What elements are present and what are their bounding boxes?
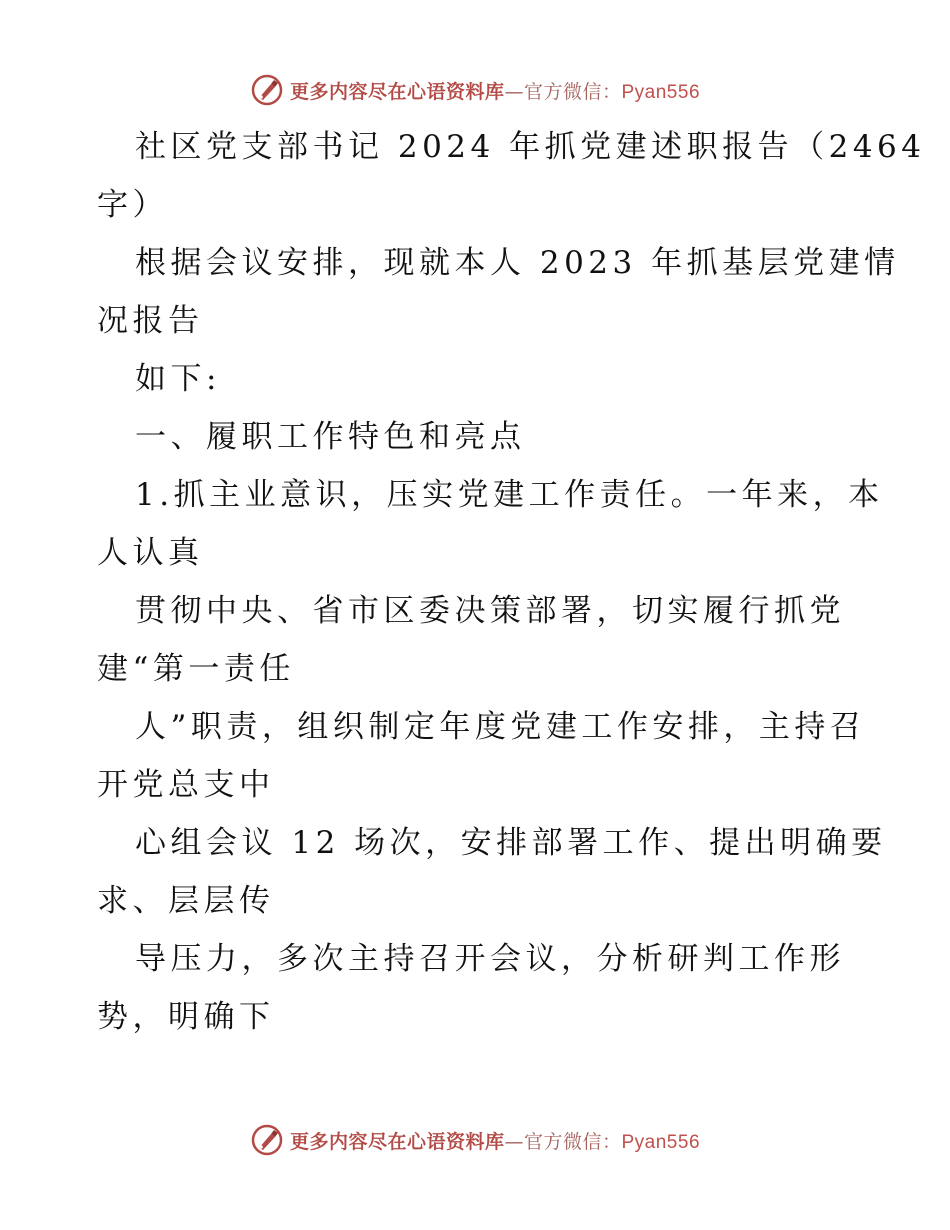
doc-section-heading: 一、履职工作特色和亮点 bbox=[135, 419, 526, 455]
document-body bbox=[97, 118, 926, 1046]
doc-paragraph-line: 求、层层传 bbox=[97, 883, 275, 919]
watermark-wechat-label: 官方微信： bbox=[523, 80, 622, 103]
watermark-wechat-id: Pyan556 bbox=[621, 81, 701, 103]
doc-paragraph-line: 人认真 bbox=[97, 535, 204, 571]
doc-paragraph-line: 如下: bbox=[135, 361, 221, 397]
pen-logo-icon bbox=[250, 1123, 284, 1157]
watermark-main: 更多内容尽在心语资料库 bbox=[289, 80, 505, 103]
doc-paragraph-line: 势，明确下 bbox=[97, 999, 275, 1035]
doc-paragraph-line: 况报告 bbox=[97, 303, 204, 339]
doc-paragraph-line: 人”职责，组织制定年度党建工作安排，主持召 bbox=[135, 709, 866, 745]
doc-title-line-2: 字） bbox=[97, 187, 168, 223]
doc-paragraph-line: 心组会议 12 场次，安排部署工作、提出明确要 bbox=[135, 825, 887, 861]
watermark-separator: — bbox=[504, 1130, 524, 1153]
watermark-wechat-label: 官方微信： bbox=[523, 1130, 622, 1153]
watermark-wechat-id: Pyan556 bbox=[621, 1131, 701, 1153]
doc-paragraph-line: 根据会议安排，现就本人 2023 年抓基层党建情 bbox=[135, 245, 900, 281]
doc-title-line-1: 社区党支部书记 2024 年抓党建述职报告（2464 bbox=[135, 129, 926, 165]
doc-paragraph-line: 贯彻中央、省市区委决策部署，切实履行抓党 bbox=[135, 593, 845, 629]
doc-paragraph-line: 开党总支中 bbox=[97, 767, 275, 803]
watermark-main: 更多内容尽在心语资料库 bbox=[289, 1130, 505, 1153]
doc-paragraph-line: 1.抓主业意识，压实党建工作责任。一年来，本 bbox=[135, 477, 884, 513]
watermark-text bbox=[290, 1127, 700, 1154]
doc-paragraph-line: 导压力，多次主持召开会议，分析研判工作形 bbox=[135, 941, 845, 977]
pen-logo-icon bbox=[250, 73, 284, 107]
watermark-separator: — bbox=[504, 80, 524, 103]
watermark-banner-top bbox=[0, 70, 950, 110]
watermark-banner-bottom bbox=[0, 1120, 950, 1160]
watermark-text bbox=[290, 77, 700, 104]
doc-paragraph-line: 建“第一责任 bbox=[97, 651, 295, 687]
